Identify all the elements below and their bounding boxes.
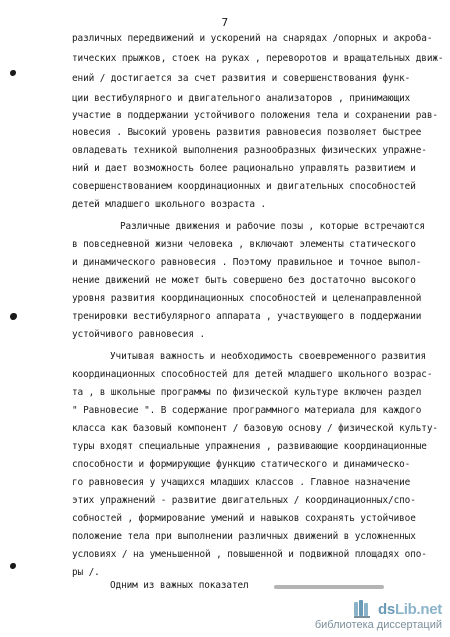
text-line: ции вестибулярного и двигательного анализаторов , принимающих: [72, 93, 411, 104]
text-line: и динамического равновесия . Поэтому правильное и точное выпол-: [72, 257, 422, 268]
text-smudge: [274, 585, 384, 589]
dslib-logo-text: [378, 601, 442, 618]
text-line: новесия . Высокий уровень развития равновесия позволяет быстрее: [72, 127, 422, 138]
text-line: Учитывая важность и необходимость своевременного развития: [110, 351, 427, 362]
text-line: Различные движения и рабочие позы , которые встречаются: [120, 221, 425, 232]
dslib-logo-icon: [352, 598, 374, 620]
text-line: способности и формирующие функцию статического и динамическо-: [72, 459, 411, 470]
text-line: условиях / на уменьшенной , повышенной и подвижной площадях опо-: [72, 549, 427, 560]
text-line: в повседневной жизни человека , включают элементы статического: [72, 239, 416, 250]
page-number: 7: [221, 16, 229, 29]
dslib-subtitle: библиотека диссертаций: [314, 619, 442, 631]
text-line: детей младшего школьного возраста .: [72, 199, 267, 210]
text-line: совершенствованием координационных и двигательных способностей: [72, 181, 416, 192]
text-line: положение тела при выполнении различных движений в усложненных: [72, 531, 416, 542]
text-line: ры /.: [72, 567, 100, 578]
text-line: тических прыжков, стоек на руках , переворотов и вращательных движ-: [72, 53, 444, 64]
text-line: нение движений не может быть совершено без достаточно высокого: [72, 275, 416, 286]
text-line: класса как базовый компонент / базовую основу / физической культу-: [72, 423, 438, 434]
text-line: устойчивого равновесия .: [72, 329, 206, 340]
text-line: та , в школьные программы по физической культуре включен раздел: [72, 387, 422, 398]
text-line: координационных способностей для детей младшего школьного возрас-: [72, 369, 433, 380]
text-line: собностей , формирование умений и навыков сохранять устойчивое: [72, 513, 416, 524]
text-line: Одним из важных показател: [110, 580, 249, 591]
dslib-brand-prefix: ds: [378, 600, 395, 618]
text-line: " Равновесие ". В содержание программного материала для каждого: [72, 405, 422, 416]
dslib-watermark[interactable]: [315, 598, 442, 631]
text-line: овладевать техникой выполнения разнообразных физических упражне-: [72, 145, 427, 156]
text-line: ний и дает возможность более рационально управлять развитием и: [72, 163, 416, 174]
text-line: тренировки вестибулярного аппарата , участвующего в поддержании: [72, 311, 422, 322]
text-line: участие в поддержании устойчивого положения тела и сохранении рав-: [72, 110, 438, 121]
dslib-brand-main: Lib.net: [394, 600, 442, 618]
text-line: уровня развития координационных способностей и целенаправленной: [72, 293, 422, 304]
text-line: различных передвижений и ускорений на снарядах /опорных и акроба-: [72, 33, 433, 44]
text-line: туры входят специальные упражнения , развивающие координационные: [72, 441, 427, 452]
text-line: этих упражнений - развитие двигательных / координационных/спо-: [72, 495, 416, 506]
text-line: го равновесия у учащихся младших классов . Главное назначение: [72, 477, 411, 488]
text-line: ений / достигается за счет развития и совершенствования функ-: [72, 73, 411, 84]
